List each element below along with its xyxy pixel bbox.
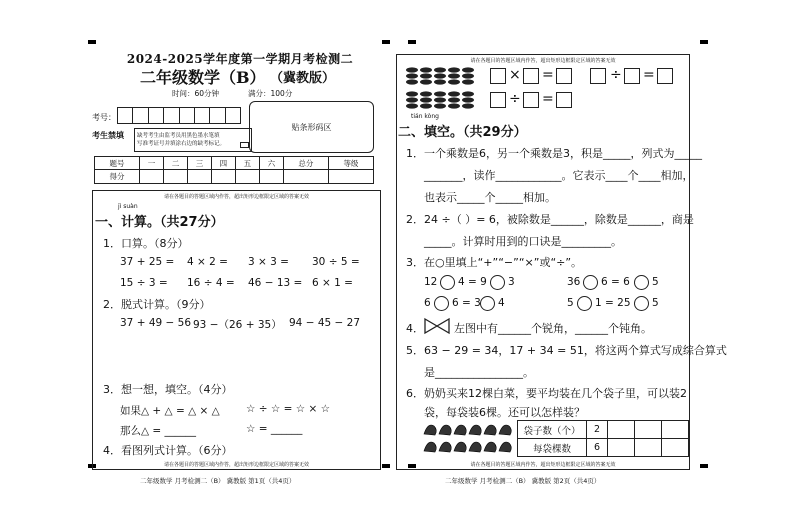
- formula-box[interactable]: [523, 92, 539, 108]
- cabbage-icon: [499, 442, 511, 452]
- operator-circle[interactable]: [577, 296, 592, 311]
- score-header: 总分: [283, 157, 328, 170]
- footer-left: 二年级数学 月考检测二（B） 冀教版 第1页（共4页）: [140, 477, 296, 485]
- compare-mid: 6 = 6: [601, 276, 630, 288]
- formula-box[interactable]: [624, 68, 640, 84]
- corner-mark: [700, 40, 708, 44]
- operator-circle[interactable]: [434, 296, 449, 311]
- oral-item: 37 + 25 =: [120, 256, 175, 268]
- cabbage-icon: [454, 442, 466, 452]
- barcode-label: 贴条形码区: [291, 123, 332, 132]
- bag-row-label: 袋子数（个）: [518, 421, 587, 439]
- oral-item: 3 × 3 =: [248, 256, 289, 268]
- bag-cell[interactable]: [635, 439, 662, 457]
- cabbage-icon: [439, 425, 451, 435]
- score-table: [94, 156, 374, 184]
- compare-left: 6: [424, 297, 431, 309]
- score-header: 一: [140, 157, 164, 170]
- compare-mid: 1 = 25: [595, 297, 631, 309]
- compare-left: 5: [567, 297, 574, 309]
- operator-circle[interactable]: [480, 296, 495, 311]
- oral-item: 6 × 1 =: [312, 277, 353, 289]
- cabbage-icon: [499, 425, 511, 435]
- score-cell[interactable]: [164, 170, 188, 184]
- s2-q1-line2: _______，读作____________。它表示____个____相加，: [424, 169, 694, 182]
- bead-picture: [404, 64, 484, 112]
- oral-item: 16 ÷ 4 =: [187, 277, 235, 289]
- pinyin-tiankong: tián kòng: [411, 113, 439, 120]
- s2-q5-line1: 5．63 − 29 = 34，17 + 34 = 51，将这两个算式写成综合算式: [406, 344, 727, 357]
- bead-column-2: [420, 67, 432, 108]
- operator-circle[interactable]: [440, 275, 455, 290]
- s2-q1-line1: 1．一个乘数是6，另一个乘数是3，积是_____，列式为_____: [406, 147, 702, 160]
- score-header: 五: [235, 157, 259, 170]
- multiply-sign-icon: ×: [509, 67, 521, 83]
- pinyin-jisuan: jì suàn: [118, 203, 138, 210]
- q4-title: 4．看图列式计算。（6分）: [103, 444, 233, 457]
- bag-row-label: 每袋棵数: [518, 439, 587, 457]
- score-cell[interactable]: [328, 170, 373, 184]
- q1-title: 1．口算。（8分）: [103, 237, 189, 250]
- formula-box[interactable]: [590, 68, 606, 84]
- notice-label: 考生禁填: [92, 131, 124, 140]
- compare-left: 36: [567, 276, 581, 288]
- score-cell[interactable]: [211, 170, 235, 184]
- score-cell[interactable]: [140, 170, 164, 184]
- bag-row: [518, 439, 689, 457]
- frame-notice-top-right: 请在各题目的答题区域内作答，超出矩形边框限定区域的答案无效: [470, 58, 616, 64]
- bag-cell[interactable]: [635, 421, 662, 439]
- divide-sign-icon: ÷: [509, 91, 521, 107]
- cabbage-icon: [424, 442, 436, 452]
- section2-title: 二、填空。（共29分）: [398, 125, 527, 140]
- score-header: 题号: [95, 157, 140, 170]
- footer-right: 二年级数学 月考检测二（B） 冀教版 第2页（共4页）: [445, 477, 601, 485]
- s2-q1-line3: 也表示_____个_____相加。: [424, 191, 556, 204]
- full-score-label: 满分：100分: [248, 89, 293, 98]
- corner-mark: [382, 464, 390, 468]
- written-item: 93 −（26 + 35）: [193, 319, 282, 331]
- think-answer[interactable]: 那么△ = ______: [120, 425, 197, 437]
- bag-row: [518, 421, 689, 439]
- bag-cell: 2: [587, 421, 608, 439]
- bag-cell: 6: [587, 439, 608, 457]
- bead-column-3: [434, 67, 446, 108]
- formula-box[interactable]: [490, 92, 506, 108]
- compare-right: 4: [498, 297, 505, 309]
- exam-title: 2024-2025学年度第一学期月考检测二: [126, 52, 354, 66]
- oral-item: 46 − 13 =: [248, 277, 303, 289]
- score-cell[interactable]: [259, 170, 283, 184]
- s2-q5-line2: 是________________。: [424, 366, 534, 379]
- think-answer[interactable]: ☆ = ______: [246, 423, 303, 435]
- s2-q2-line2: _____。计算时用到的口诀是_________。: [424, 235, 622, 248]
- compare-right: 5: [652, 276, 659, 288]
- score-table-header-row: [95, 157, 374, 170]
- cabbage-icon: [439, 442, 451, 452]
- score-header: 六: [259, 157, 283, 170]
- corner-mark: [700, 464, 708, 468]
- notice-line2: 写准考证号并填涂右边的缺考标记。: [137, 141, 226, 147]
- corner-mark: [408, 40, 416, 44]
- oral-item: 30 ÷ 5 =: [312, 256, 360, 268]
- operator-circle[interactable]: [583, 275, 598, 290]
- subject-title: 二年级数学（B）: [140, 68, 266, 87]
- cabbage-icon: [484, 442, 496, 452]
- s2-q6-line2: 袋，每袋装6棵。还可以怎样装？: [424, 406, 585, 419]
- bag-cell[interactable]: [662, 439, 689, 457]
- compare-mid: 6 = 3: [452, 297, 481, 309]
- oral-item: 15 ÷ 3 =: [120, 277, 168, 289]
- cabbage-icon: [469, 425, 481, 435]
- cabbage-icon: [424, 425, 436, 435]
- corner-mark: [382, 40, 390, 44]
- equals-sign-icon: =: [542, 91, 554, 107]
- bag-cell[interactable]: [662, 421, 689, 439]
- oral-item: 4 × 2 =: [187, 256, 228, 268]
- divide-sign-icon: ÷: [610, 67, 622, 83]
- barcode-area: [249, 101, 374, 153]
- absent-mark-box[interactable]: [240, 142, 249, 148]
- notice-box: [134, 128, 252, 152]
- equals-sign-icon: =: [542, 67, 554, 83]
- formula-box[interactable]: [556, 68, 572, 84]
- bead-column-4: [448, 67, 460, 108]
- s2-q6-line1: 6．奶奶买来12棵白菜，要平均装在几个袋子里，可以装2: [406, 387, 687, 400]
- score-cell[interactable]: [283, 170, 328, 184]
- notice-line1: 缺考考生由监考员用黑色墨水笔填: [137, 133, 220, 139]
- think-item: ☆ ÷ ☆ = ☆ × ☆: [246, 403, 331, 415]
- formula-box[interactable]: [490, 68, 506, 84]
- score-header: 二: [164, 157, 188, 170]
- bead-column-1: [406, 67, 418, 108]
- formula-box[interactable]: [523, 68, 539, 84]
- corner-mark: [88, 40, 96, 44]
- score-header: 四: [211, 157, 235, 170]
- score-header: 三: [187, 157, 211, 170]
- written-item: 94 − 45 − 27: [289, 317, 361, 329]
- exam-no-boxes[interactable]: [117, 107, 241, 124]
- bag-table: [517, 420, 689, 457]
- operator-circle[interactable]: [490, 275, 505, 290]
- s2-q2-line1: 2．24 ÷（ ）= 6，被除数是______，除数是______，商是: [406, 213, 694, 226]
- equals-sign-icon: =: [643, 67, 655, 83]
- compare-right: 3: [508, 276, 515, 288]
- s2-q4-number: 4．: [406, 322, 424, 335]
- score-row-label: 得分: [95, 170, 140, 184]
- compare-right: 5: [652, 297, 659, 309]
- exam-no-label: 考号：: [92, 113, 116, 122]
- cabbage-icon: [484, 425, 496, 435]
- s2-q3-title: 3．在○里填上“+”“−”“×”或“÷”。: [406, 256, 583, 269]
- bag-cell[interactable]: [608, 439, 635, 457]
- operator-circle[interactable]: [634, 275, 649, 290]
- cabbage-picture: [422, 420, 514, 454]
- think-item: 如果△ + △ = △ × △: [120, 405, 220, 417]
- q3-title: 3．想一想，填空。（4分）: [103, 383, 233, 396]
- score-header: 等级: [328, 157, 373, 170]
- section1-title: 一、计算。（共27分）: [95, 215, 224, 230]
- cabbage-icon: [454, 425, 466, 435]
- operator-circle[interactable]: [634, 296, 649, 311]
- formula-box[interactable]: [657, 68, 673, 84]
- cabbage-icon: [469, 442, 481, 452]
- s2-q4-text: 左图中有______个锐角，______个钝角。: [454, 322, 652, 335]
- bead-column-5: [462, 67, 474, 108]
- score-table-row: [95, 170, 374, 184]
- frame-notice-bottom-right: 请在各题目的答题区域内作答，超出矩形边框限定区域的答案无效: [470, 462, 616, 468]
- bag-cell[interactable]: [608, 421, 635, 439]
- q2-title: 2．脱式计算。（9分）: [103, 298, 211, 311]
- angle-figure: [424, 317, 450, 335]
- score-cell[interactable]: [235, 170, 259, 184]
- edition-label: （冀教版）: [270, 71, 336, 86]
- frame-notice-bottom: 请在各题目的答题区域内作答，超出矩形边框限定区域的答案无效: [163, 462, 309, 468]
- compare-mid: 4 = 9: [458, 276, 487, 288]
- compare-left: 12: [424, 276, 438, 288]
- time-label: 时间：60分钟: [172, 89, 220, 98]
- score-cell[interactable]: [187, 170, 211, 184]
- written-item: 37 + 49 − 56: [120, 317, 192, 329]
- frame-notice-top: 请在各题目的答题区域内作答，超出矩形边框限定区域的答案无效: [163, 194, 309, 200]
- formula-box[interactable]: [556, 92, 572, 108]
